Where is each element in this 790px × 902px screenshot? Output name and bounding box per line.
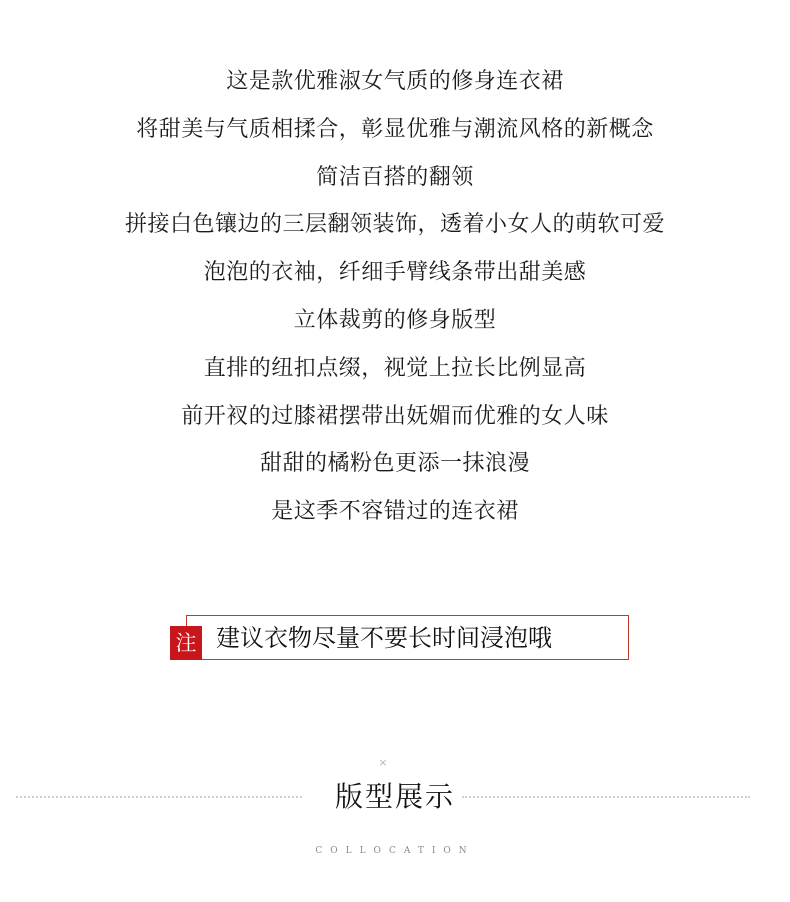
description-line: 拼接白色镶边的三层翻领装饰，透着小女人的萌软可爱 [124, 212, 665, 238]
description-line: 是这季不容错过的连衣裙 [271, 499, 519, 525]
care-notice [170, 615, 630, 660]
description-line: 泡泡的衣袖，纤细手臂线条带出甜美感 [203, 260, 587, 286]
care-notice-text: 建议衣物尽量不要长时间浸泡哦 [216, 624, 552, 652]
description-line: 甜甜的橘粉色更添一抹浪漫 [259, 451, 530, 477]
care-notice-badge: 注 [170, 626, 202, 660]
description-line: 立体裁剪的修身版型 [293, 307, 497, 333]
description-list [0, 58, 790, 536]
description-line: 前开衩的过膝裙摆带出妩媚而优雅的女人味 [181, 403, 609, 429]
section-subtitle: COLLOCATION [315, 846, 475, 856]
description-line: 将甜美与气质相揉合，彰显优雅与潮流风格的新概念 [136, 116, 654, 142]
section-title: 版型展示 [334, 780, 455, 813]
cross-mark-icon: × [378, 756, 388, 769]
description-line: 这是款优雅淑女气质的修身连衣裙 [226, 69, 564, 94]
description-line: 简洁百搭的翻领 [316, 164, 474, 190]
description-line: 直排的纽扣点缀，视觉上拉长比例显高 [203, 355, 587, 381]
